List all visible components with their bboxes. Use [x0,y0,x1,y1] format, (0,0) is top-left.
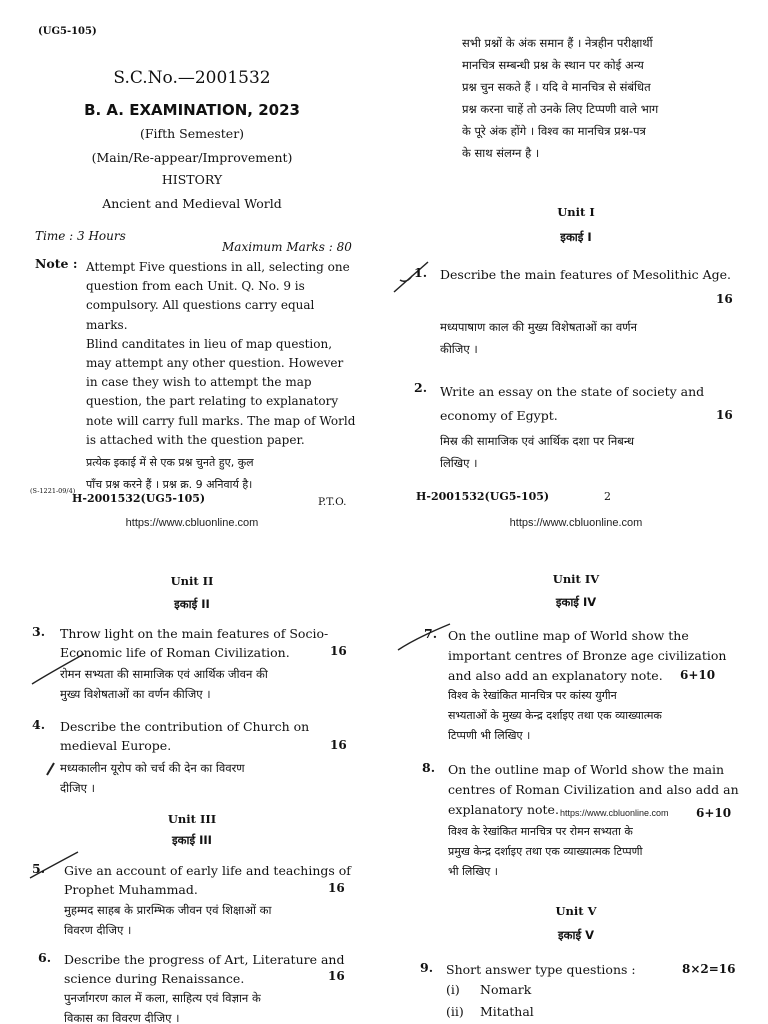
watermark-url: https://www.cbluonline.com [560,808,669,818]
hindi-line: रोमन सभ्यता की सामाजिक एवं आर्थिक जीवन की [60,667,268,681]
question-hindi [440,430,740,474]
hindi-line: सभ्यताओं के मुख्य केन्द्र दर्शाइए तथा एक व्याख्यात्मक [448,709,662,722]
note-hindi-line: प्रत्येक इकाई में से एक प्रश्न चुनते हुए, कुल [86,456,254,470]
hindi-line: विकास का विवरण दीजिए । [64,1011,180,1024]
hindi-line: विवरण दीजिए । [64,923,132,937]
note-text [86,258,356,496]
footer-code: H-2001532(UG5-105) [72,492,206,505]
hindi-instructions [462,32,752,164]
question-text [60,717,350,755]
unit-4-heading-hindi: इकाई IV [555,595,597,609]
hindi-line: लिखिए । [440,456,478,470]
text-line: On the outline map of World show the [448,628,689,643]
unit-4-heading: Unit IV [552,572,600,586]
time-allowed: Time : 3 Hours [35,229,126,243]
text-line: Give an account of early life and teachings of [64,863,351,878]
note-line: note will carry full marks. The map of World [86,413,356,428]
note-line: Blind canditates in lieu of map question, [86,336,333,351]
question-marks: 16 [328,969,345,983]
note-line: question, the part relating to explanatory [86,394,339,409]
note-label: Note : [35,256,78,271]
text-line: centres of Roman Civilization and also add an [448,782,739,797]
note-hindi-line: पाँच प्रश्न करने हैं । प्रश्न क्र. 9 अनिवार्य है। [86,478,253,492]
question-marks: 16 [716,292,733,306]
hindi-line: विश्व के रेखांकित मानचित्र पर रोमन सभ्यता के [448,825,633,838]
pen-mark-icon [44,760,58,778]
unit-5-heading: Unit V [555,904,597,918]
hindi-line: मध्यकालीन यूरोप को चर्च की देन का विवरण [60,761,245,775]
question-hindi [60,758,360,798]
hindi-line: पुनर्जागरण काल में कला, साहित्य एवं विज्ञान के [64,991,261,1005]
hindi-line: मध्यपाषाण काल की मुख्य विशेषताओं का वर्णन [440,320,637,334]
hindi-line: प्रश्न करना चाहें तो उनके लिए टिप्पणी वाले भाग [462,102,659,116]
footer-small-code: (S-1221-09/4) [30,487,76,495]
sc-number: S.C.No.—2001532 [113,68,271,88]
unit-3-heading: Unit III [167,812,217,826]
maximum-marks: Maximum Marks : 80 [222,240,352,254]
text-line: medieval Europe. [60,738,172,753]
text-line: Write an essay on the state of society and [440,384,705,399]
hindi-line: विश्व के रेखांकित मानचित्र पर कांस्य युगीन [448,689,617,702]
watermark-url: https://www.cbluonline.com [125,517,259,529]
note-line: Attempt Five questions in all, selecting one [86,260,350,274]
hindi-line: दीजिए । [60,781,95,795]
sub-item-label: (i) [446,982,460,997]
hindi-line: प्रश्न चुन सकते हैं । यदि वे मानचित्र से संबंधित [462,80,651,94]
text-line: Describe the contribution of Church on [60,719,310,734]
hindi-line: के साथ संलग्न है । [462,146,540,160]
question-marks: 16 [330,644,347,658]
question-hindi [64,988,364,1024]
question-number: 7. [424,626,438,641]
text-line: Describe the progress of Art, Literature and [64,952,345,967]
text-line: Prophet Muhammad. [64,882,198,897]
question-text [64,950,354,988]
question-hindi [448,822,748,882]
question-text: Describe the main features of Mesolithic Age. [440,267,731,282]
hindi-line: प्रमुख केन्द्र दर्शाइए तथा एक व्याख्यात्मक टिप्पणी [448,845,643,858]
text-line: science during Renaissance. [64,971,245,986]
question-number: 8. [422,760,436,775]
sub-item-text: Mitathal [480,1004,534,1019]
note-line: compulsory. All questions carry equal marks. [86,298,315,332]
unit-3-heading-hindi: इकाई III [172,833,212,847]
question-number: 3. [32,624,46,639]
unit-2-heading: Unit II [170,574,214,588]
watermark-url: https://www.cbluonline.com [509,517,643,529]
question-number: 6. [38,950,52,965]
question-hindi [60,664,360,704]
exam-title: B. A. EXAMINATION, 2023 [84,101,300,119]
hindi-line: टिप्पणी भी लिखिए । [448,729,531,742]
unit-1-heading: Unit I [557,205,595,219]
question-marks: 6+10 [680,668,716,682]
question-hindi [448,686,748,746]
question-text: Short answer type questions : [446,962,636,977]
text-line: economy of Egypt. [440,408,558,423]
question-text [440,380,740,428]
sub-item-label: (ii) [446,1004,464,1019]
text-line: Throw light on the main features of Socio- [60,626,329,641]
unit-5-heading-hindi: इकाई V [557,928,594,942]
question-number: 4. [32,717,46,732]
pto: P.T.O. [318,496,347,508]
hindi-line: कीजिए । [440,342,478,356]
question-number: 1. [414,265,428,280]
question-marks: 6+10 [696,806,732,820]
note-line: is attached with the question paper. [86,432,305,447]
question-marks: 16 [330,738,347,752]
subject: HISTORY [161,172,223,187]
question-hindi [440,316,740,360]
hindi-line: मुहम्मद साहब के प्रारम्भिक जीवन एवं शिक्षाओं का [64,903,272,917]
question-text [60,624,350,662]
exam-type: (Main/Re-appear/Improvement) [91,150,293,165]
hindi-line: भी लिखिए । [448,865,498,878]
hindi-line: मुख्य विशेषताओं का वर्णन कीजिए । [60,687,211,701]
note-line: question from each Unit. Q. No. 9 is [86,279,305,294]
question-number: 9. [420,960,434,975]
note-line: may attempt any other question. However [86,356,344,371]
page-number: 2 [604,490,611,503]
pen-mark-icon [390,258,434,298]
text-line: explanatory note. [448,802,559,817]
page-1 [0,0,384,545]
text-line: On the outline map of World show the main [448,762,725,777]
paper-title: Ancient and Medieval World [102,196,282,211]
text-line: and also add an explanatory note. [448,668,663,683]
page-2 [384,0,768,545]
text-line: important centres of Bronze age civilization [448,648,727,663]
semester: (Fifth Semester) [139,126,245,141]
footer-code: H-2001532(UG5-105) [416,490,550,503]
hindi-line: मिस्र की सामाजिक एवं आर्थिक दशा पर निबन्ध [440,434,635,448]
paper-code: (UG5-105) [38,26,97,37]
text-line: Economic life of Roman Civilization. [60,645,290,660]
question-hindi [64,900,364,940]
page-4 [384,548,768,1024]
question-number: 2. [414,380,428,395]
question-number: 5. [32,861,46,876]
unit-1-heading-hindi: इकाई I [560,230,592,244]
hindi-line: सभी प्रश्नों के अंक समान हैं । नेत्रहीन परीक्षार्थी [462,36,653,50]
note-line: in case they wish to attempt the map [86,375,312,390]
question-text [64,861,354,899]
question-marks: 16 [328,881,345,895]
question-marks: 8×2=16 [682,962,736,976]
unit-2-heading-hindi: इकाई II [174,597,210,611]
hindi-line: के पूरे अंक होंगे । विश्व का मानचित्र प्रश्न-पत्र [462,124,646,138]
hindi-line: मानचित्र सम्बन्धी प्रश्न के स्थान पर कोई अन्य [462,58,644,72]
question-marks: 16 [716,408,733,422]
sub-item-text: Nomark [480,982,532,997]
page-3 [0,548,384,1024]
